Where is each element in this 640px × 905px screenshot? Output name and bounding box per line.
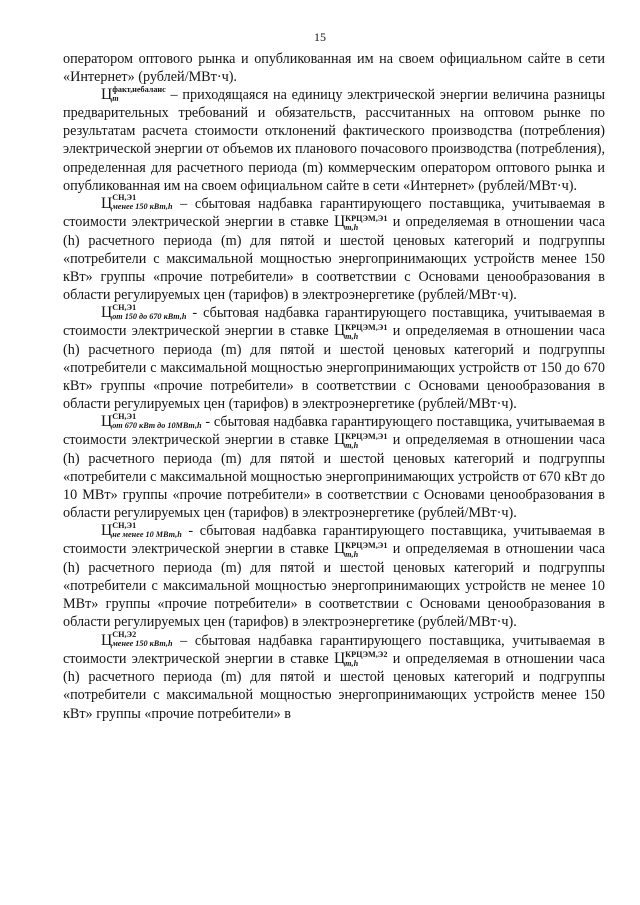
symbol-subscript: от 670 кВт до 10МВт,h xyxy=(112,420,202,430)
rate-index xyxy=(345,541,387,559)
symbol-index xyxy=(112,193,172,211)
rate-subscript: m,h xyxy=(345,331,359,341)
symbol-superscript: СН,Э1 xyxy=(112,193,137,203)
price-symbol: Ц xyxy=(101,303,113,321)
symbol-index xyxy=(112,303,186,321)
paragraph-sn-e1-under-150kw xyxy=(63,195,605,304)
paragraph-sn-e2-under-150kw xyxy=(63,632,605,723)
paragraph-text: и определяемая в отношении часа (h) расчетного периода (m) для пятой и шестой ценовых категорий и подгруппы «потребители с максимальной мощностью энергопринимающих устройств менее 150 кВт» группы «прочие потребители» в xyxy=(63,650,605,722)
symbol-index xyxy=(112,630,172,648)
rate-subscript: m,h xyxy=(345,550,359,560)
paragraph-sn-e1-150-to-670kw xyxy=(63,304,605,413)
rate-index xyxy=(345,432,387,450)
price-symbol: Ц xyxy=(101,194,113,212)
rate-index xyxy=(345,323,387,341)
price-symbol: Ц xyxy=(101,522,113,540)
paragraph-text: и определяемая в отношении часа (h) расчетного периода (m) для пятой и шестой ценовых категорий и подгруппы «потребители с максимальной мощностью энергопринимающих устройств от 670 кВт до 10 МВт» группы «прочие потребители» в соответствии с Основами ценообразования в области регулируемых цен (тарифов) в электроэнергетике (рублей/МВт·ч). xyxy=(63,432,605,522)
paragraph-text: – приходящаяся на единицу электрической энергии величина разницы предварительных требований и обязательств, рассчитанных на оптовом рынке по результатам расчета стоимости отклонений фактического производства (потребления) электрической энергии от объемов их планового почасового производства (потребления), определенная для расчетного периода (m) коммерческим оператором оптового рынка и опубликованная им на своем официальном сайте в сети «Интернет» (рублей/МВт·ч). xyxy=(63,87,605,194)
price-symbol: Ц xyxy=(101,413,113,431)
rate-subscript: m,h xyxy=(345,659,359,669)
symbol-superscript: факт,небаланс xyxy=(112,84,166,94)
paragraph-text: - сбытовая надбавка гарантирующего поставщика, учитываемая в стоимости электрической энергии в ставке xyxy=(63,414,605,449)
symbol-superscript: СН,Э1 xyxy=(112,411,137,421)
paragraph-sn-e1-670kw-to-10mw xyxy=(63,413,605,522)
paragraph-text: - сбытовая надбавка гарантирующего поставщика, учитываемая в стоимости электрической энергии в ставке xyxy=(63,523,605,558)
price-symbol: Ц xyxy=(101,631,113,649)
paragraph-text: - сбытовая надбавка гарантирующего поставщика, учитываемая в стоимости электрической энергии в ставке xyxy=(63,304,605,340)
symbol-subscript: не менее 10 МВт,h xyxy=(112,530,182,540)
symbol-superscript: СН,Э1 xyxy=(112,521,137,531)
page-number: 15 xyxy=(314,30,326,44)
rate-superscript: КРЦЭМ,Э1 xyxy=(345,322,388,332)
paragraph-text: и определяемая в отношении часа (h) расчетного периода (m) для пятой и шестой ценовых категорий и подгруппы «потребители с максимальной мощностью энергопринимающих устройств не менее 10 МВт» группы «прочие потребители» в соответствии с Основами ценообразования в области регулируемых цен (тарифов) в электроэнергетике (рублей/МВт·ч). xyxy=(63,541,605,631)
document-body xyxy=(63,50,605,723)
symbol-index xyxy=(112,85,166,103)
symbol-superscript: СН,Э1 xyxy=(112,302,137,312)
paragraph-intro xyxy=(63,50,605,86)
paragraph-text: и определяемая в отношении часа (h) расчетного периода (m) для пятой и шестой ценовых категорий и подгруппы «потребители с максимальной мощностью энергопринимающих устройств от 150 до 670 кВт» группы «прочие потребители» в соответствии с Основами ценообразования в области регулируемых цен (тарифов) в электроэнергетике (рублей/МВт·ч). xyxy=(63,323,605,413)
symbol-subscript: менее 150 кВт,h xyxy=(112,639,173,649)
paragraph-sn-e1-over-10mw xyxy=(63,522,605,631)
rate-superscript: КРЦЭМ,Э1 xyxy=(345,431,388,441)
paragraph-text: – сбытовая надбавка гарантирующего поставщика, учитываемая в стоимости электрической энергии в ставке xyxy=(63,195,605,230)
rate-index xyxy=(345,650,387,668)
symbol-superscript: СН,Э2 xyxy=(112,630,137,640)
rate-symbol: Ц xyxy=(333,649,346,667)
paragraph-text: и определяемая в отношении часа (h) расчетного периода (m) для пятой и шестой ценовых категорий и подгруппы «потребители с максимальной мощностью энергопринимающих устройств менее 150 кВт» группы «прочие потребители» в соответствии с Основами ценообразования в области регулируемых цен (тарифов) в электроэнергетике (рублей/МВт·ч). xyxy=(63,213,605,303)
rate-subscript: m,h xyxy=(345,440,359,450)
paragraph-fakt-nebalans xyxy=(63,86,605,195)
symbol-subscript: от 150 до 670 кВт,h xyxy=(112,311,187,321)
rate-symbol: Ц xyxy=(333,540,346,558)
rate-index xyxy=(345,214,387,232)
symbol-subscript: m xyxy=(112,93,119,103)
paragraph-text: оператором оптового рынка и опубликованная им на своем официальном сайте в сети «Интернет» (рублей/МВт·ч). xyxy=(63,51,605,86)
rate-symbol: Ц xyxy=(333,431,346,449)
rate-subscript: m,h xyxy=(345,222,359,232)
rate-symbol: Ц xyxy=(333,322,346,340)
symbol-index xyxy=(112,521,182,539)
symbol-subscript: менее 150 кВт,h xyxy=(112,202,173,212)
price-symbol: Ц xyxy=(101,86,113,104)
rate-superscript: КРЦЭМ,Э2 xyxy=(345,650,388,660)
paragraph-text: – сбытовая надбавка гарантирующего поставщика, учитываемая в стоимости электрической энергии в ставке xyxy=(63,632,605,667)
symbol-index xyxy=(112,412,201,430)
rate-symbol: Ц xyxy=(333,212,346,230)
rate-superscript: КРЦЭМ,Э1 xyxy=(345,541,388,551)
rate-superscript: КРЦЭМ,Э1 xyxy=(345,213,388,223)
